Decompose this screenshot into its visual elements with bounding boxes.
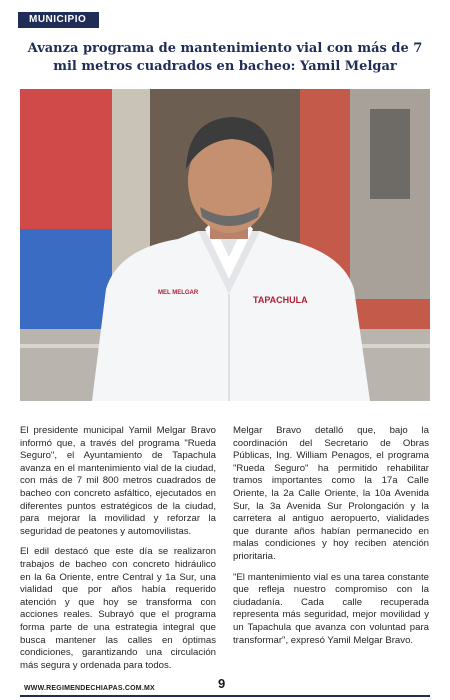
paragraph: El edil destacó que este día se realizaron trabajos de bacheo con concreto hidráulico en la 6a Oriente, entre Central y 1a Sur, una vialidad que por años había requerido atención y que hoy se transforma con acciones reales. Subrayó que el programa forma parte de una estrategia integral que busca mantener las calles en óptimas condiciones, garantizando una circulación más segura y ordenada para todos. (20, 546, 216, 671)
article-photo (20, 89, 430, 401)
page-number: 9 (218, 676, 226, 691)
paragraph: Melgar Bravo detalló que, bajo la coordinación del Secretario de Obras Públicas, Ing. William Penagos, el programa "Rueda Seguro" ha permitido rehabilitar tramos importantes como la 17a Calle Oriente, la 2a Calle Oriente, la 10a Avenida Sur, la 3a Avenida Sur Prolongación y la carretera al antiguo aeropuerto, vialidades que durante años habían permanecido en malas condiciones y hoy reciben atención prioritaria. (233, 425, 429, 562)
section-label: MUNICIPIO (18, 12, 99, 28)
article-headline: Avanza programa de mantenimiento vial con más de 7 mil metros cuadrados en bacheo: Yamil Melgar (27, 41, 423, 74)
photo-illustration (20, 89, 430, 401)
paragraph: "El mantenimiento vial es una tarea constante que refleja nuestro compromiso con la ciudadanía. Cada calle recuperada representa más seguridad, mejor movilidad y un Tapachula que avanza con voluntad para transformar", expresó Yamil Melgar Bravo. (233, 571, 429, 646)
article-right-column (233, 425, 429, 655)
shirt-logo-right: TAPACHULA (253, 295, 308, 305)
footer-website-link[interactable]: WWW.REGIMENDECHIAPAS.COM.MX (24, 685, 155, 692)
article-left-column (20, 425, 216, 680)
footer-divider (20, 695, 430, 697)
paragraph: El presidente municipal Yamil Melgar Bravo informó que, a través del programa "Rueda Seguro", el Ayuntamiento de Tapachula avanza en el mantenimiento vial de la ciudad, con más de 7 mil 800 metros cuadrados de bacheo con concreto asfáltico, ejecutados en diferentes puntos estratégicos de la ciudad, para mejorar la movilidad y reforzar la seguridad de peatones y automovilistas. (20, 425, 216, 537)
shirt-logo-left: MEL MELGAR (158, 290, 199, 296)
